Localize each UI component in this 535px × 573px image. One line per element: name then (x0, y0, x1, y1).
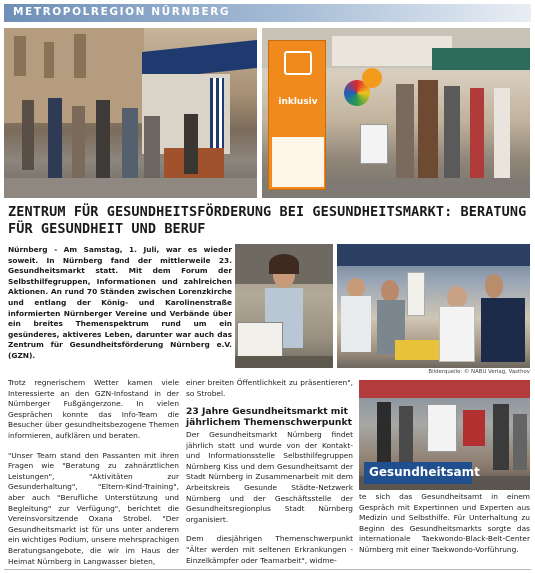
article-lead: Nürnberg - Am Samstag, 1. Juli, war es wieder soweit. In Nürnberg fand der mittlerweile 23. Gesundheitsmarkt statt. Mit dem Forum der Selbsthilfegruppen, Informationen und zahlreichen Aktionen. An rund 70 Ständen zwischen Lorenzkirche und entlang der König- und Karolinenstraße informierten Nürnberger Vereine und Verbände über ein breites Themenspektrum rund um ein gesünderes, aktiveres Leben, darunter war auch das Zentrum für Gesundheitsförderung Nürnberg e.V. (GZN). (8, 245, 232, 360)
paragraph: Trotz regnerischem Wetter kamen viele Interessierte an den GZN-Infostand in der Nürnberger Fußgängerzone. In vielen Gesprächen konnte das Info-Team die Besucher über gesundheitsbezogene Themen informieren, aufklären und beraten. (8, 378, 179, 440)
article-subheading: 23 Jahre Gesundheitsmarkt mit jährlichem Themenschwerpunkt (186, 406, 352, 428)
article-column-2-top (186, 378, 353, 408)
paragraph: Dem diesjährigen Themenschwerpunkt "Älter werden mit seltenen Erkrankungen - Einzelkämpfer oder Teamarbeit", widme- (186, 534, 353, 565)
woman-at-stand-photo (235, 244, 333, 368)
inklusiv-logo-icon (284, 51, 312, 75)
region-label: METROPOLREGION NÜRNBERG (13, 6, 231, 18)
market-street-photo (4, 28, 257, 198)
article-column-3 (359, 492, 530, 565)
bottom-divider (4, 569, 531, 570)
inklusiv-board-label: inklusiv (278, 97, 318, 107)
counselling-desk-photo (337, 244, 530, 368)
gesundheitsamt-banner: Gesundheitsamt (364, 462, 472, 484)
paragraph: te sich das Gesundheitsamt in einem Gespräch mit Expertinnen und Experten aus Medizin und Selbsthilfe. Für Unterhaltung zu Beginn des Gesundheitsmarkts sorgte das internationale Taekwondo-Black-Belt-Center Nürnberg mit einer Taekwondo-Vorführung. (359, 492, 530, 554)
article-column-2 (186, 430, 353, 573)
article-headline: ZENTRUM FÜR GESUNDHEITSFÖRDERUNG BEI GESUNDHEITSMARKT: BERATUNG FÜR GESUNDHEIT UND BERUF (8, 204, 527, 237)
section-header-bar (4, 4, 531, 22)
paragraph: "Unser Team stand den Passanten mit ihren Fragen wie "Beratung zu zahnärztlichen Leistungen", "Aktivitäten zur Gesunderhaltung", "Eltern-Kind-Training", aber auch "Berufliche Unterstützung und Begleitung" zur Verfügung", berichtet die Vereinsvorsitzende Oxana Strobel. "Der Gesundheitsmarkt ist für uns unter anderem ein wichtiges Podium, unsere mehrsprachigen Beratungsangebote, die wir im Haus der Heimat Nürnberg in Langwasser bieten, (8, 450, 179, 566)
paragraph: Der Gesundheitsmarkt Nürnberg findet jährlich statt und wurde von der Kontakt- und Informationsstelle Selbsthilfegruppen Nürnberg Kiss und dem Gesundheitsamt der Stadt Nürnberg in Zusammenarbeit mit dem Arbeitskreis Gesunde Städte-Netzwerk Nürnberg und der Geschäftsstelle der Gesundheitsregionplus Stadt Nürnberg organisiert. (186, 430, 353, 524)
inklusiv-board-text-panel (272, 137, 324, 187)
inklusiv-board (268, 40, 326, 190)
photo-credit: Bilderquelle: © NABU Verlag, Vasthov (428, 369, 530, 375)
article-column-1 (8, 378, 179, 573)
paragraph: einer breiten Öffentlichkeit zu präsentieren", so Strobel. (186, 378, 353, 398)
